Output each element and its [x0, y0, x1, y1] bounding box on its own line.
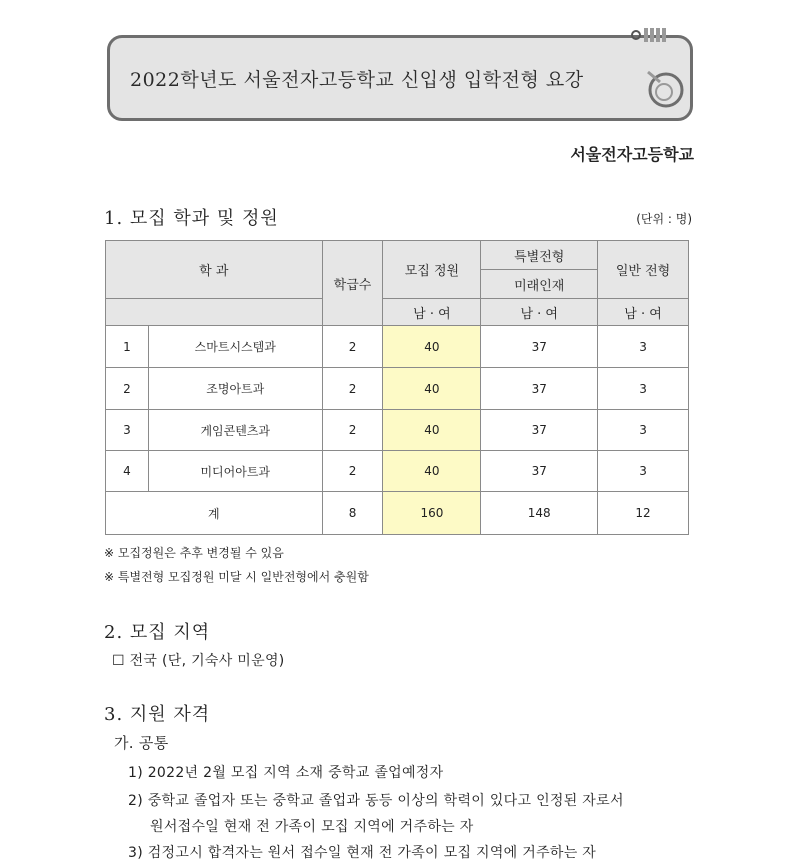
row-quota: 40: [383, 326, 481, 368]
note-item: ※ 특별전형 모집정원 미달 시 일반전형에서 충원함: [104, 570, 369, 584]
table-row: [106, 368, 689, 410]
total-special: 148: [481, 492, 598, 535]
row-classes: 2: [322, 368, 383, 410]
row-classes: 2: [322, 410, 383, 451]
header-gender: 남 · 여: [383, 299, 481, 326]
header-general: 일반 전형: [598, 241, 689, 299]
row-quota: 40: [383, 410, 481, 451]
section3-subheading: 가. 공통: [114, 734, 169, 752]
eligibility-item: 2) 중학교 졸업자 또는 중학교 졸업과 동등 이상의 학력이 있다고 인정된 자로서: [128, 793, 624, 809]
row-number: 1: [106, 326, 149, 368]
row-classes: 2: [322, 326, 383, 368]
note-item: ※ 모집정원은 추후 변경될 수 있음: [104, 546, 284, 560]
row-general: 3: [598, 368, 689, 410]
header-quota: 모집 정원: [383, 241, 481, 299]
row-general: 3: [598, 451, 689, 492]
row-special: 37: [481, 410, 598, 451]
table-row: [106, 326, 689, 368]
row-general: 3: [598, 410, 689, 451]
row-general: 3: [598, 326, 689, 368]
header-dept: 학 과: [106, 241, 323, 299]
row-special: 37: [481, 451, 598, 492]
row-number: 2: [106, 368, 149, 410]
total-label: 계: [106, 492, 323, 535]
header-special: 특별전형: [481, 241, 598, 270]
section3-heading: 3. 지원 자격: [104, 704, 211, 725]
eligibility-item: 1) 2022년 2월 모집 지역 소재 중학교 졸업예정자: [128, 765, 444, 781]
header-classes: 학급수: [322, 241, 383, 326]
school-name: 서울전자고등학교: [570, 145, 694, 164]
section1-heading: 1. 모집 학과 및 정원: [104, 208, 279, 229]
row-classes: 2: [322, 451, 383, 492]
total-quota: 160: [383, 492, 481, 535]
region-item: ☐ 전국 (단, 기숙사 미운영): [112, 653, 285, 669]
row-dept: 조명아트과: [148, 368, 322, 410]
eligibility-item: 3) 검정고시 합격자는 원서 접수일 현재 전 가족이 모집 지역에 거주하는 자: [128, 845, 597, 861]
row-dept: 스마트시스템과: [148, 326, 322, 368]
document-title: 2022학년도 서울전자고등학교 신입생 입학전형 요강: [130, 69, 584, 91]
unit-note: (단위 : 명): [636, 212, 692, 226]
row-number: 3: [106, 410, 149, 451]
row-special: 37: [481, 326, 598, 368]
table-total-row: [106, 492, 689, 535]
total-classes: 8: [322, 492, 383, 535]
row-quota: 40: [383, 368, 481, 410]
row-number: 4: [106, 451, 149, 492]
title-box: [107, 35, 693, 121]
table-row: [106, 451, 689, 492]
header-gender: 남 · 여: [598, 299, 689, 326]
eligibility-item-continued: 원서접수일 현재 전 가족이 모집 지역에 거주하는 자: [150, 819, 474, 835]
row-dept: 미디어아트과: [148, 451, 322, 492]
header-special-sub: 미래인재: [481, 270, 598, 299]
table-row: [106, 410, 689, 451]
header-gender: 남 · 여: [481, 299, 598, 326]
row-special: 37: [481, 368, 598, 410]
recruit-table: [105, 240, 689, 535]
row-dept: 게임콘텐츠과: [148, 410, 322, 451]
row-quota: 40: [383, 451, 481, 492]
paperclip-decoration-icon: [620, 20, 700, 120]
total-general: 12: [598, 492, 689, 535]
section2-heading: 2. 모집 지역: [104, 622, 211, 643]
